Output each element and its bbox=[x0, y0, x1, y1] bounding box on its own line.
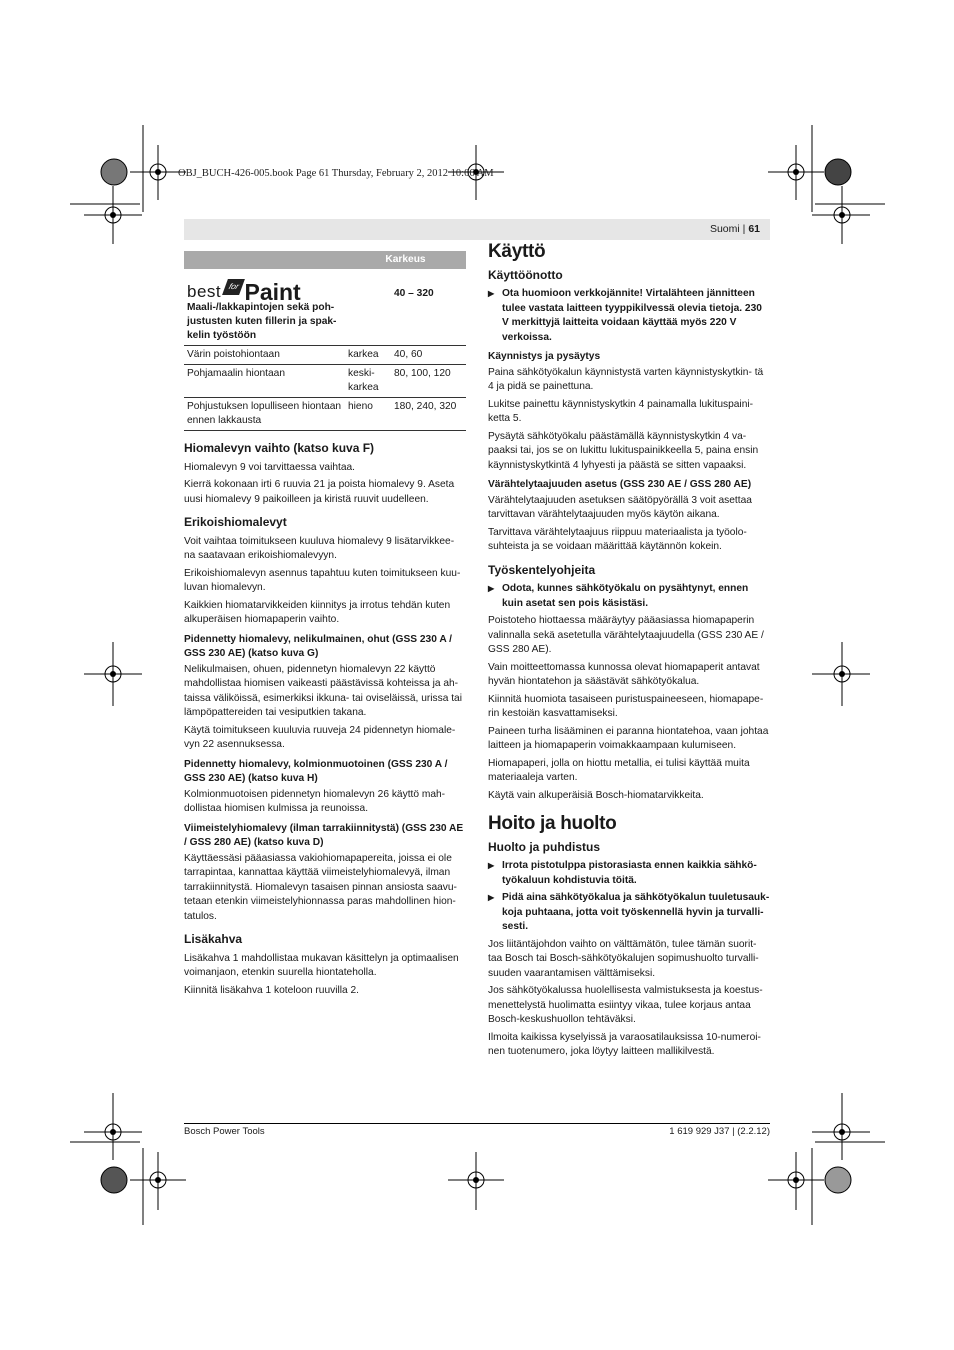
footer-right: 1 619 929 J37 | (2.2.12) bbox=[669, 1126, 770, 1137]
table-row bbox=[184, 346, 466, 365]
logo-word-for: for bbox=[222, 279, 245, 295]
table-cell-task: Pohjustuksen lopulliseen hiontaan ennen lakkausta bbox=[184, 398, 345, 431]
chapter-title-kaytto: Käyttö bbox=[488, 241, 546, 262]
warning-bullet: ▶ Irrota pistotulppa pistorasiasta ennen kaikkia sähkö- työkaluun kohdistuvia töitä. bbox=[488, 859, 770, 888]
section-title: Hiomalevyn vaihto (katso kuva F) bbox=[184, 441, 375, 455]
paragraph: Hiomalevyn 9 voi tarvittaessa vaihtaa. bbox=[184, 461, 356, 473]
logo-word-best: best bbox=[187, 282, 222, 301]
subsection-title: Viimeistelyhiomalevy (ilman tarrakiinnitystä) (GSS 230 AE / GSS 280 AE) (katso kuva D) bbox=[184, 822, 464, 848]
grit-table-header bbox=[184, 251, 466, 269]
paragraph: Paina sähkötyökalun käynnistystä varten käynnistyskytkin- tä 4 ja pidä se painettuna. bbox=[488, 366, 764, 392]
subsection-title: Pidennetty hiomalevy, kolmionmuotoinen (GSS 230 A / GSS 230 AE) (katso kuva H) bbox=[184, 758, 448, 784]
table-row bbox=[184, 398, 466, 431]
header-separator: | bbox=[742, 223, 746, 235]
paragraph: Erikoishiomalevyn asennus tapahtuu kuten toimitukseen kuu- luvan hiomalevyn. bbox=[184, 567, 461, 593]
best-for-paint-logo bbox=[187, 275, 388, 305]
paragraph: Värähtelytaajuuden asetuksen säätöpyörällä 3 voit asettaa tarvittavan värähtelytaajuuden myös käytön aikana. bbox=[488, 494, 752, 520]
subsection-title: Käynnistys ja pysäytys bbox=[488, 351, 601, 362]
page-header-bar bbox=[184, 219, 770, 240]
section-title: Työskentelyohjeita bbox=[488, 562, 596, 577]
footer-rule bbox=[184, 1123, 770, 1124]
file-header: OBJ_BUCH-426-005.book Page 61 Thursday, February 2, 2012 10:06 AM bbox=[178, 168, 494, 179]
paragraph: Lukitse painettu käynnistyskytkin 4 painamalla lukituspaini- ketta 5. bbox=[488, 398, 754, 424]
table-cell-grit: 180, 240, 320 bbox=[391, 398, 466, 431]
paragraph: Poistoteho hiottaessa määräytyy pääasiassa hiomapaperin valinnalla sekä asetetulla värähtelytaajuudella (GSS 230 AE / GSS 280 AE). bbox=[488, 615, 764, 655]
paragraph: Käytä vain alkuperäisiä Bosch-hiomatarvikkeita. bbox=[488, 789, 704, 801]
section-title: Erikoishiomalevyt bbox=[184, 515, 287, 529]
paragraph: Kierrä kokonaan irti 6 ruuvia 21 ja poista hiomalevy 9. Aseta uusi hiomalevy 9 paikoilleen ja kiristä ruuvit uudelleen. bbox=[184, 479, 455, 505]
page-header-label bbox=[710, 223, 760, 235]
application-text: Maali-/lakkapintojen sekä poh- justusten kuten fillerin ja spak- kelin työstöön bbox=[187, 302, 337, 341]
grit-table bbox=[184, 251, 466, 431]
section-title: Käyttöönotto bbox=[488, 267, 563, 282]
table-cell-task: Pohjamaalin hiontaan bbox=[184, 365, 345, 398]
paragraph: Ilmoita kaikissa kyselyissä ja varaosatilauksissa 10-numeroi- nen tuotenumero, joka löytyy laitteen mallikilvestä. bbox=[488, 1031, 761, 1057]
table-cell-grade: hieno bbox=[345, 398, 391, 431]
table-cell-grade: keski- karkea bbox=[345, 365, 391, 398]
paragraph: Tarvittava värähtelytaajuus riippuu materiaalista ja työolo- suhteista ja se voidaan määrittää käytännön kokein. bbox=[488, 526, 747, 552]
footer-left: Bosch Power Tools bbox=[184, 1126, 265, 1137]
left-column bbox=[184, 251, 466, 1001]
subsection-title: Pidennetty hiomalevy, nelikulmainen, ohut (GSS 230 A / GSS 230 AE) (katso kuva G) bbox=[184, 633, 452, 659]
grit-column-header: Karkeus bbox=[345, 251, 466, 269]
table-cell-grade: karkea bbox=[345, 346, 391, 365]
paragraph: Nelikulmaisen, ohuen, pidennetyn hiomalevyn 22 käyttö mahdollistaa hiomisen vaikeasti päästävissä kohteissa ja ah- taissa väliköissä, esimerkiksi ikkuna- tai oviseläissä, urissa tai lämpöpattereiden tai vesiputkien takana. bbox=[184, 663, 462, 718]
paragraph: Kaikkien hiomatarvikkeiden kiinnitys ja irrotus tehdän kuten alkuperäisen hiomapaperin vaihto. bbox=[184, 599, 451, 625]
paragraph: Kolmionmuotoisen pidennetyn hiomalevyn 26 käyttö mah- dollistaa hiomisen kulmissa ja reunoissa. bbox=[184, 788, 446, 814]
warning-bullet: ▶ Pidä aina sähkötyökalua ja sähkötyökalun tuuletusauk- koja puhtaana, jotta voit työskennellä hyvin ja turvalli- sesti. bbox=[488, 891, 770, 935]
paragraph: Käyttäessäsi pääasiassa vakiohiomapapereita, joissa ei ole tarrapintaa, kannattaa käyttää viimeistelyhiomalevyä, ilman tarrakiinnitystä. Hiomalevyn tasaisen pinnan ansiosta saavu- tetaan etenkin viimeistelyhionnassa paras mahdollinen hion- tatulos. bbox=[184, 852, 457, 922]
paragraph: Kiinnitä lisäkahva 1 koteloon ruuvilla 2. bbox=[184, 984, 359, 996]
warning-bullet: ▶ Ota huomioon verkkojännite! Virtalähteen jännitteen tulee vastata laitteen tyyppikilvessä olevia tietoja. 230 V merkittyjä laitteita voidaan käyttää myös 220 V verkoissa. bbox=[488, 287, 770, 345]
paragraph: Pysäytä sähkötyökalu päästämällä käynnistyskytkin 4 va- paaksi tai, jos se on lukittu lukituspainikkeella 5, paina ensin käynnistyskytkintä 4 lyhyesti ja päästä se sitten vapaaksi. bbox=[488, 430, 759, 471]
logo-word-paint: Paint bbox=[244, 279, 301, 305]
paragraph: Paineen turha lisääminen ei paranna hiontatehoa, vaan johtaa laitteen ja hiomapaperin voimakkaampaan kulumiseen. bbox=[488, 725, 769, 751]
page-number: 61 bbox=[748, 223, 760, 235]
subsection-title: Värähtelytaajuuden asetus (GSS 230 AE / GSS 280 AE) bbox=[488, 479, 752, 490]
paragraph: Käytä toimitukseen kuuluvia ruuveja 24 pidennetyn hiomale- vyn 22 asennuksessa. bbox=[184, 724, 456, 750]
table-row bbox=[184, 365, 466, 398]
section-title: Lisäkahva bbox=[184, 932, 243, 946]
paragraph: Hiomapaperi, jolla on hiottu metallia, ei tulisi käyttää muita materiaaleja varten. bbox=[488, 757, 750, 783]
paragraph: Kiinnitä huomiota tasaiseen puristuspaineeseen, hiomapape- rin kestoiän kasvattamiseksi. bbox=[488, 693, 764, 719]
table-cell-grit: 80, 100, 120 bbox=[391, 365, 466, 398]
chapter-title-hoito: Hoito ja huolto bbox=[488, 813, 617, 834]
grit-table-app-row bbox=[184, 269, 466, 346]
section-title: Huolto ja puhdistus bbox=[488, 839, 600, 854]
warning-bullet: ▶ Odota, kunnes sähkötyökalu on pysähtynyt, ennen kuin asetat sen pois käsistäsi. bbox=[488, 582, 770, 611]
paragraph: Jos sähkötyökalussa huolellisesta valmistuksesta ja koestus- menettelystä huolimatta esiintyy vikaa, tulee korjaus antaa Bosch-keskushuollon tehtäväksi. bbox=[488, 985, 763, 1025]
grit-range: 40 – 320 bbox=[394, 288, 434, 299]
table-cell-task: Värin poistohiontaan bbox=[184, 346, 345, 365]
paragraph: Jos liitäntäjohdon vaihto on välttämätön, tulee tämän suorit- taa Bosch tai Bosch-sähkötyökalujen sopimushuolto turvalli- suuden vaarantamisen välttämiseksi. bbox=[488, 938, 759, 979]
paragraph: Vain moitteettomassa kunnossa olevat hiomapaperit antavat hyvän hiontatehon ja säästävät sähkötyökalua. bbox=[488, 661, 760, 687]
language-label: Suomi bbox=[709, 223, 740, 235]
right-column bbox=[488, 241, 770, 1063]
paragraph: Lisäkahva 1 mahdollistaa mukavan käsittelyn ja optimaalisen voimanjaon, etenkin suurella hiontateholla. bbox=[184, 952, 459, 978]
table-cell-grit: 40, 60 bbox=[391, 346, 466, 365]
paragraph: Voit vaihtaa toimitukseen kuuluva hiomalevy 9 lisätarvikkee- na saatavaan erikoishiomalevyyn. bbox=[184, 535, 455, 561]
